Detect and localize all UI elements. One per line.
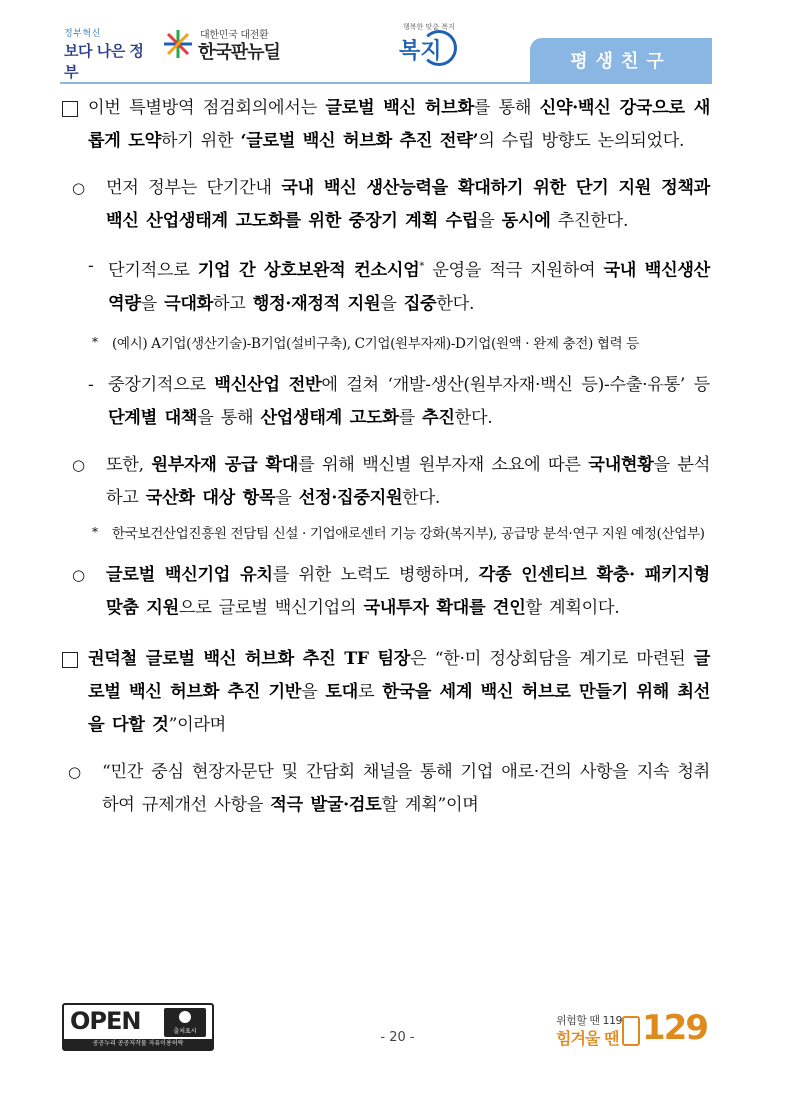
text-run: 이번 특별방역 점검회의에서는 — [88, 98, 326, 118]
text-run: 를 — [398, 407, 423, 428]
text-run: 를 통해 — [473, 98, 540, 118]
circle-bullet: ○ — [72, 455, 85, 474]
dash-bullet: - — [88, 374, 94, 395]
circle-bullet: ○ — [68, 762, 81, 781]
text-run: 할 계획이다. — [525, 597, 620, 618]
hotline-big-text: 힘겨울 땐 — [556, 1029, 619, 1048]
korean-new-deal-logo — [162, 24, 312, 68]
new-deal-emblem-icon — [162, 28, 194, 60]
footnote-text: 한국보건산업진흥원 전담팀 신설 · 기업애로센터 기능 강화(복지부), 공급망 분석·연구 지원 예정(산업부) — [112, 525, 705, 542]
bold-run: 행정·재정적 지원 — [252, 293, 381, 314]
text-run: 로 — [357, 681, 383, 702]
text-run: 한다. — [454, 407, 493, 428]
logo1-small-text: 정부혁신 — [64, 29, 101, 39]
attribution-label: 출처표시 — [173, 1028, 197, 1035]
text-run: 한다. — [402, 487, 441, 508]
text-run: 을 — [275, 487, 299, 508]
bold-run: 적극 발굴·검토 — [270, 794, 382, 815]
bold-run: 단계별 대책 — [108, 407, 198, 428]
bold-run: 동시에 — [501, 211, 551, 231]
welfare-logo — [395, 22, 455, 72]
paragraph-short-long-term-plan — [60, 172, 710, 238]
bold-run: ‘글로벌 백신 허브화 추진 전략’ — [240, 131, 479, 151]
hotline-number: 129 — [642, 1008, 707, 1048]
bold-run: 추진 — [422, 407, 455, 428]
open-license-caption: 공공누리 공공저작물 자유이용허락 — [64, 1039, 212, 1049]
text-run: 을 분석하고 — [106, 454, 711, 508]
bold-run: 한국을 세계 백신 허브로 만들기 위해 최선을 다할 것 — [88, 681, 710, 735]
logo3-small-text: 행복한 맞춤 복지 — [403, 23, 455, 31]
text-run: 을 — [380, 293, 404, 314]
welfare-ring-icon — [421, 30, 457, 66]
text-run: 중장기적으로 — [108, 374, 215, 395]
text-run: 또한, — [106, 454, 152, 475]
document-body — [60, 92, 710, 822]
paragraph-raw-material-supply — [60, 449, 710, 515]
text-run: 하고 — [213, 293, 253, 314]
asterisk-marker: * — [92, 334, 98, 349]
bold-run: 선정·집중지원 — [298, 487, 403, 508]
bold-run: 산업생태계 고도화 — [260, 407, 399, 428]
dash-bullet: - — [88, 256, 94, 276]
person-icon — [179, 1011, 191, 1023]
text-run: “민간 중심 현장자문단 및 간담회 채널을 통해 기업 애로·건의 사항을 지속 청취하여 규제개선 사항을 — [102, 761, 710, 815]
paragraph-regulatory-improvement — [60, 756, 710, 822]
text-run: 에 걸쳐 ‘개발-생산(원부자재·백신 등)-수출·유통’ 등 — [321, 374, 710, 395]
bold-run: 글로벌 백신 허브화 추진 기반 — [88, 648, 710, 702]
text-run: 를 위한 노력도 병행하며, — [272, 564, 479, 585]
circle-bullet: ○ — [72, 179, 85, 197]
hotline-small-text: 위험할 땐 119 — [556, 1014, 622, 1027]
text-run: 으로 글로벌 백신기업의 — [178, 597, 364, 618]
text-run: 단기적으로 — [108, 260, 198, 281]
paragraph-short-term-consortium — [60, 250, 710, 321]
text-run: ”이라며 — [168, 714, 226, 735]
bold-run: 집중 — [403, 293, 437, 314]
text-run: 을 — [140, 293, 165, 314]
page-number: - 20 - — [380, 1030, 415, 1045]
page-header — [0, 0, 795, 95]
text-run: 할 계획”이며 — [381, 794, 479, 815]
bold-run: 국내현황 — [588, 454, 654, 475]
logo3-main-text: 복지 — [399, 39, 442, 64]
header-divider — [60, 82, 712, 84]
footnote-consortium-example — [60, 331, 710, 357]
logo2-main-text: 한국판뉴딜 — [198, 42, 280, 63]
paragraph-global-vaccine-attraction — [60, 559, 710, 625]
bold-run: 국내 백신 생산능력을 확대하기 위한 단기 지원 정책과 백신 산업생태계 고도화를 위한 중장기 계획 수립 — [106, 178, 710, 231]
text-run: 먼저 정부는 단기간내 — [106, 178, 282, 198]
bold-run: 기업 간 상호보완적 컨소시엄 — [197, 260, 420, 281]
asterisk-marker: * — [92, 524, 98, 539]
footnote-support-agencies — [60, 521, 710, 547]
paragraph-vaccine-hub-strategy — [60, 92, 710, 158]
bold-run: 백신산업 전반 — [214, 374, 322, 395]
bold-run: 글로벌 백신기업 유치 — [106, 564, 273, 585]
text-run: 을 — [301, 681, 326, 702]
bold-run: 국내투자 확대를 견인 — [363, 597, 526, 618]
phone-icon — [622, 1016, 640, 1046]
bold-run: 극대화 — [164, 293, 213, 314]
text-run: 을 — [478, 211, 502, 231]
bold-run: 토대 — [325, 681, 358, 702]
footnote-marker: * — [419, 261, 425, 272]
text-run: 하기 위한 — [160, 131, 241, 151]
bold-run: 신약·백신 강국으로 새롭게 도약 — [88, 98, 710, 151]
circle-bullet: ○ — [72, 565, 85, 584]
text-run: 를 위해 백신별 원부자재 소요에 따른 — [298, 454, 589, 475]
open-label: OPEN — [70, 1007, 141, 1035]
hotline-129-logo — [556, 1004, 706, 1052]
footnote-text: (예시) A기업(생산기술)-B기업(설비구축), C기업(원부자재)-D기업(원액 · 완제 충전) 협력 등 — [112, 335, 639, 352]
text-run: 을 통해 — [197, 407, 261, 428]
text-run: 추진한다. — [550, 211, 629, 231]
section-tab: 평생친구 — [530, 38, 712, 82]
logo1-main-text: 보다 나은 정부 — [64, 42, 144, 81]
text-run: 운영을 적극 지원하여 — [424, 260, 604, 281]
bold-run: 원부자재 공급 확대 — [151, 454, 299, 475]
bold-run: 각종 인센티브 확충· 패키지형 맞춤 지원 — [106, 564, 710, 618]
bold-run: 국산화 대상 항목 — [145, 487, 276, 508]
government-innovation-logo — [64, 26, 156, 81]
logo2-small-text: 대한민국 대전환 — [200, 30, 269, 41]
text-run: 은 “한·미 정상회담을 계기로 마련된 — [410, 648, 694, 669]
paragraph-mid-long-term — [60, 369, 710, 435]
bold-run: 글로벌 백신 허브화 — [325, 98, 474, 118]
bold-run: 권덕철 글로벌 백신 허브화 추진 TF 팀장 — [88, 648, 411, 669]
bold-run: 국내 백신생산역량 — [108, 260, 710, 314]
text-run: 의 수립 방향도 논의되었다. — [478, 131, 685, 151]
text-run: 한다. — [436, 293, 475, 314]
paragraph-tf-leader-remarks — [60, 643, 710, 742]
